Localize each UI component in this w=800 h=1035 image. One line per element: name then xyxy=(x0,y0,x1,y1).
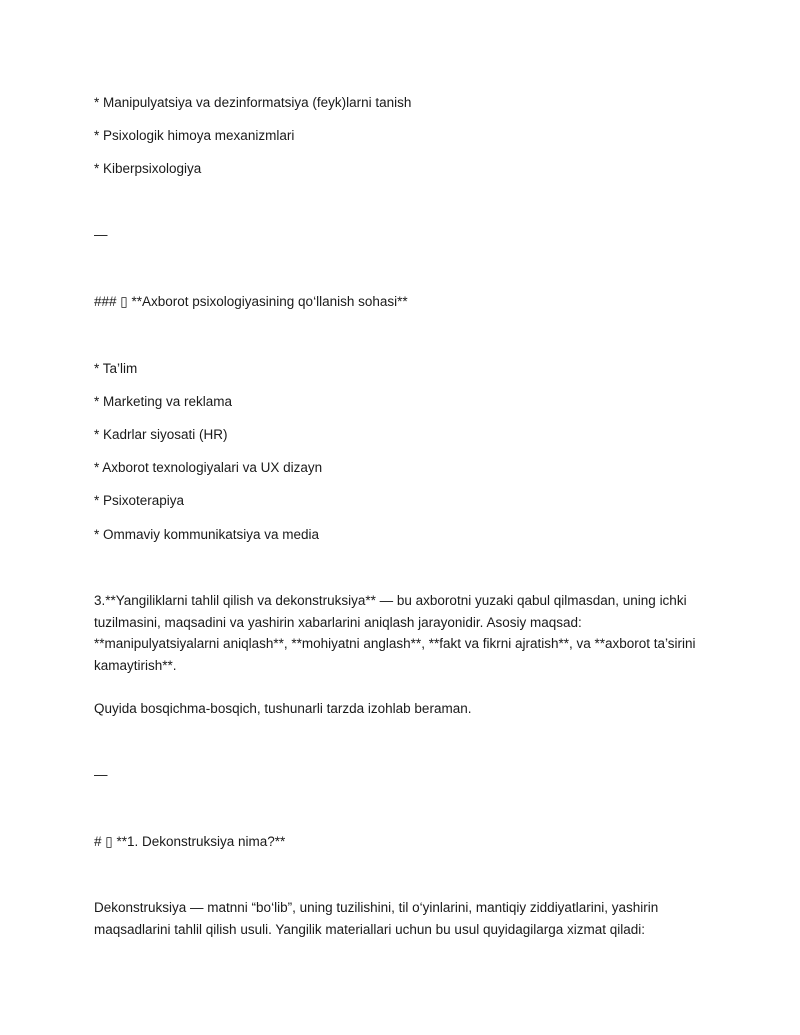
list-item: * Ommaviy kommunikatsiya va media xyxy=(94,527,320,542)
list-item: * Ta’lim xyxy=(94,361,138,376)
list-item: * Psixoterapiya xyxy=(94,493,185,508)
list-item: * Manipulyatsiya va dezinformatsiya (feyk)larni tanish xyxy=(94,95,412,110)
horizontal-rule-text: — xyxy=(94,767,108,782)
paragraph: Quyida bosqichma-bosqich, tushunarli tarzda izohlab beraman. xyxy=(94,701,472,716)
list-item: * Kadrlar siyosati (HR) xyxy=(94,427,228,442)
list-item: * Axborot texnologiyalari va UX dizayn xyxy=(94,460,323,475)
paragraph: Dekonstruksiya — matnni “bo‘lib”, uning tuzilishini, til o‘yinlarini, mantiqiy ziddiyatlarini, yashirin maqsadlarini tahlil qilish usuli. Yangilik materiallari uchun bu usul quyidagilarga xizmat qiladi: xyxy=(94,900,659,937)
list-item: * Kiberpsixologiya xyxy=(94,161,202,176)
list-item: * Marketing va reklama xyxy=(94,394,233,409)
paragraph: 3.**Yangiliklarni tahlil qilish va dekonstruksiya** — bu axborotni yuzaki qabul qilmasdan, uning ichki tuzilmasini, maqsadini va yashirin xabarlarini aniqlash jarayonidir. Asosiy maqsad: **manipulyatsiyalarni aniqlash**, **mohiyatni anglash**, **fakt va fikrni ajratish**, va **axborot ta’sirini kamaytirish**. xyxy=(94,593,696,673)
section-heading: ### ▯ **Axborot psixologiyasining qo‘llanish sohasi** xyxy=(94,294,408,309)
list-item: * Psixologik himoya mexanizmlari xyxy=(94,128,295,143)
horizontal-rule-text: — xyxy=(94,227,108,242)
section-heading: # ▯ **1. Dekonstruksiya nima?** xyxy=(94,834,286,849)
